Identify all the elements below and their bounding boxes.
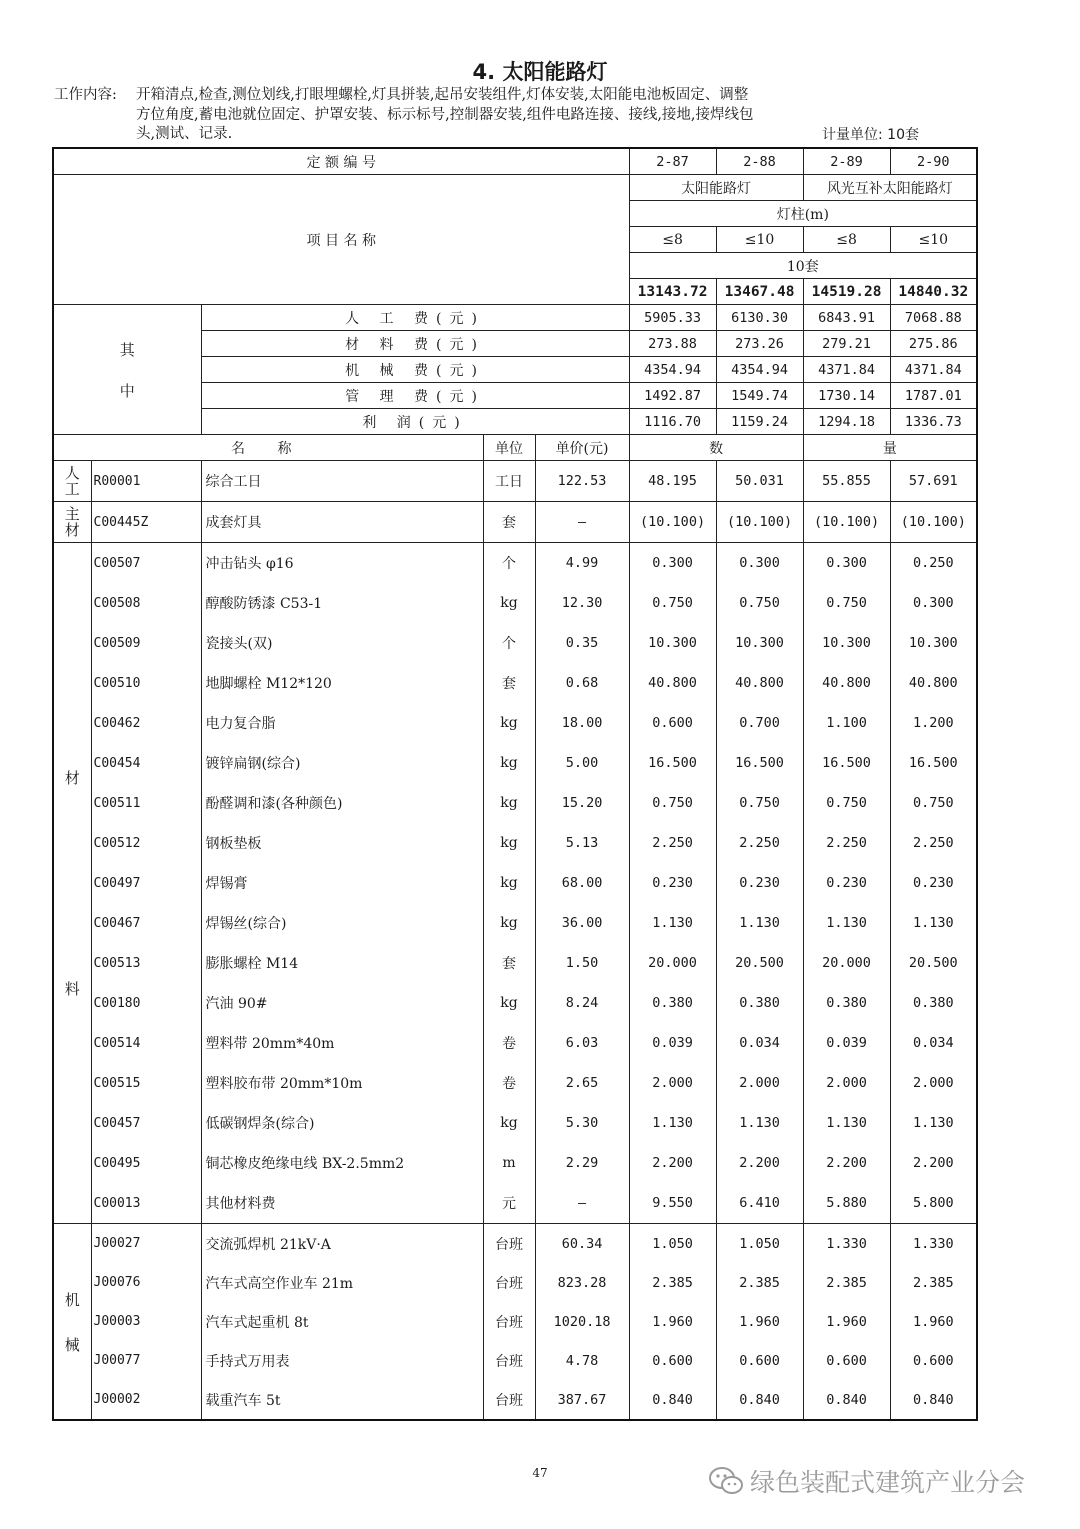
item-code: J00077 [91,1341,201,1380]
item-unit: kg [483,863,535,903]
item-name: 焊锡膏 [201,863,483,903]
cost-value: 1116.70 [629,409,716,435]
item-qty: 1.960 [890,1302,977,1341]
item-qty: 1.100 [803,703,890,743]
material-row [53,623,977,663]
item-unit: 套 [483,943,535,983]
item-qty: 0.034 [716,1023,803,1063]
item-unit: m [483,1143,535,1183]
item-unit: kg [483,583,535,623]
item-qty: 0.039 [803,1023,890,1063]
item-price: 823.28 [535,1263,629,1302]
item-price: 36.00 [535,903,629,943]
item-price: 5.13 [535,823,629,863]
material-row [53,1143,977,1183]
item-name: 地脚螺栓 M12*120 [201,663,483,703]
material-row [53,1103,977,1143]
item-qty: 0.750 [716,783,803,823]
cost-name: 利 润(元) [201,409,629,435]
cost-name: 人 工 费(元) [201,305,629,331]
item-code: J00027 [91,1224,201,1264]
item-code: J00076 [91,1263,201,1302]
cost-value: 1730.14 [803,383,890,409]
quota-code: 2-88 [716,148,803,175]
item-qty: 1.130 [629,1103,716,1143]
item-code: C00512 [91,823,201,863]
material-row [53,1063,977,1103]
quota-code: 2-90 [890,148,977,175]
item-name: 手持式万用表 [201,1341,483,1380]
item-qty: 2.000 [890,1063,977,1103]
material-row [53,1183,977,1224]
item-price: 5.00 [535,743,629,783]
work-content-text: 开箱清点,检查,测位划线,打眼埋螺栓,灯具拼装,起吊安装组件,灯体安装,太阳能电池板固定、调整方位角度,蓄电池就位固定、护罩安装、标示标号,控制器安装,组件电路连接、接线,接地,接焊线包头,测试、记录. [136,87,754,142]
item-name: 汽油 90# [201,983,483,1023]
item-qty: 0.034 [890,1023,977,1063]
item-qty: 2.385 [803,1263,890,1302]
category-char: 料 [64,980,80,998]
main-material-category [53,502,91,543]
cost-value: 1336.73 [890,409,977,435]
item-qty: 1.200 [890,703,977,743]
item-unit: 台班 [483,1302,535,1341]
item-qty: 20.000 [803,943,890,983]
item-unit: kg [483,1103,535,1143]
item-qty: 0.750 [629,783,716,823]
cost-value: 273.26 [716,331,803,357]
height-cell: ≤10 [890,227,977,253]
item-qty: 1.330 [890,1224,977,1264]
item-code: C00514 [91,1023,201,1063]
item-unit: 工日 [483,461,535,502]
cost-value: 6130.30 [716,305,803,331]
item-qty: (10.100) [716,502,803,543]
item-unit: 套 [483,663,535,703]
item-qty: 1.130 [890,1103,977,1143]
cost-value: 4371.84 [803,357,890,383]
machinery-row [53,1263,977,1302]
material-row [53,903,977,943]
item-unit: 个 [483,543,535,584]
item-price: 2.29 [535,1143,629,1183]
item-unit: 卷 [483,1063,535,1103]
among-label-top: 其 [119,340,135,359]
item-qty: 0.230 [890,863,977,903]
item-code: C00508 [91,583,201,623]
item-name: 电力复合脂 [201,703,483,743]
total-price: 13467.48 [716,279,803,305]
item-price: 60.34 [535,1224,629,1264]
item-price: 8.24 [535,983,629,1023]
item-price: 2.65 [535,1063,629,1103]
item-qty: 0.840 [890,1380,977,1420]
item-unit: 卷 [483,1023,535,1063]
item-price: 18.00 [535,703,629,743]
material-row [53,743,977,783]
item-name: 塑料带 20mm*40m [201,1023,483,1063]
item-name: 醇酸防锈漆 C53-1 [201,583,483,623]
material-row [53,863,977,903]
item-unit: 台班 [483,1263,535,1302]
height-cell: ≤10 [716,227,803,253]
item-qty: 1.130 [629,903,716,943]
total-price: 14840.32 [890,279,977,305]
item-qty: 9.550 [629,1183,716,1224]
item-name: 酚醛调和漆(各种颜色) [201,783,483,823]
item-price: 5.30 [535,1103,629,1143]
item-qty: 57.691 [890,461,977,502]
item-code: C00513 [91,943,201,983]
cost-value: 275.86 [890,331,977,357]
item-name: 焊锡丝(综合) [201,903,483,943]
material-row [53,543,977,584]
item-code: C00509 [91,623,201,663]
item-qty: 6.410 [716,1183,803,1224]
item-code: C00495 [91,1143,201,1183]
material-row [53,823,977,863]
item-qty: 1.130 [803,1103,890,1143]
item-qty: (10.100) [629,502,716,543]
item-name: 铜芯橡皮绝缘电线 BX-2.5mm2 [201,1143,483,1183]
item-qty: 55.855 [803,461,890,502]
item-unit: kg [483,703,535,743]
item-unit: kg [483,783,535,823]
item-code: C00454 [91,743,201,783]
item-qty: 1.050 [629,1224,716,1264]
quota-code: 2-89 [803,148,890,175]
item-qty: 0.840 [716,1380,803,1420]
quota-table [52,147,978,1421]
item-qty: 0.700 [716,703,803,743]
materials-category [53,543,91,1224]
watermark-text: 绿色装配式建筑产业分会 [750,1468,1026,1497]
item-qty: 1.050 [716,1224,803,1264]
cost-value: 1159.24 [716,409,803,435]
item-name: 载重汽车 5t [201,1380,483,1420]
item-qty: 2.200 [803,1143,890,1183]
wechat-icon [708,1466,744,1496]
item-qty: 0.600 [890,1341,977,1380]
item-code: C00497 [91,863,201,903]
item-qty: 48.195 [629,461,716,502]
item-qty: 20.000 [629,943,716,983]
item-name: 汽车式高空作业车 21m [201,1263,483,1302]
category-char: 械 [64,1335,80,1354]
item-qty: 1.330 [803,1224,890,1264]
cost-value: 4354.94 [716,357,803,383]
item-qty: 0.840 [629,1380,716,1420]
item-qty: 0.380 [629,983,716,1023]
item-qty: 2.250 [890,823,977,863]
material-row [53,1023,977,1063]
item-qty: 1.130 [890,903,977,943]
item-name: 塑料胶布带 20mm*10m [201,1063,483,1103]
item-qty: (10.100) [803,502,890,543]
cost-value: 6843.91 [803,305,890,331]
item-unit: 套 [483,502,535,543]
item-qty: 16.500 [890,743,977,783]
item-qty: 16.500 [716,743,803,783]
item-qty: 0.250 [890,543,977,584]
cost-value: 4354.94 [629,357,716,383]
item-qty: 0.300 [716,543,803,584]
item-qty: 0.750 [716,583,803,623]
group-b-label: 风光互补太阳能路灯 [803,175,977,201]
item-qty: 20.500 [890,943,977,983]
cost-value: 7068.88 [890,305,977,331]
item-qty: 2.250 [629,823,716,863]
page-number: 47 [532,1466,548,1480]
item-price: 0.68 [535,663,629,703]
item-qty: 1.130 [716,1103,803,1143]
col-header-qty-left: 数 [629,435,803,461]
item-price: 1.50 [535,943,629,983]
item-unit: 个 [483,623,535,663]
item-unit: 台班 [483,1224,535,1264]
height-cell: ≤8 [803,227,890,253]
item-qty: 0.300 [629,543,716,584]
labor-category-top: 人 [64,464,80,482]
item-qty: 0.750 [629,583,716,623]
item-qty: 1.960 [803,1302,890,1341]
item-code: C00013 [91,1183,201,1224]
pole-label: 灯柱(m) [629,201,977,227]
item-qty: 2.385 [716,1263,803,1302]
item-code: C00515 [91,1063,201,1103]
page-title: 4. 太阳能路灯 [472,60,608,84]
item-unit: 台班 [483,1341,535,1380]
item-qty: 2.250 [716,823,803,863]
item-name: 交流弧焊机 21kV·A [201,1224,483,1264]
item-qty: 0.750 [890,783,977,823]
main-material-category-bottom: 材 [64,521,80,539]
labor-category-bottom: 工 [64,480,80,498]
item-qty: 1.960 [629,1302,716,1341]
item-qty: 0.600 [803,1341,890,1380]
item-code: C00445Z [91,502,201,543]
item-qty: 0.840 [803,1380,890,1420]
quota-code: 2-87 [629,148,716,175]
machinery-row [53,1224,977,1264]
category-char: 机 [64,1290,80,1309]
item-price: 387.67 [535,1380,629,1420]
item-price: 0.35 [535,623,629,663]
item-unit: kg [483,823,535,863]
unit-label: 10套 [629,253,977,279]
cost-value: 1294.18 [803,409,890,435]
among-label-bottom: 中 [119,381,135,400]
item-qty: 16.500 [629,743,716,783]
item-code: C00510 [91,663,201,703]
item-qty: 2.250 [803,823,890,863]
item-code: C00507 [91,543,201,584]
item-qty: 2.200 [716,1143,803,1183]
item-qty: 0.750 [803,783,890,823]
item-name: 其他材料费 [201,1183,483,1224]
item-qty: 16.500 [803,743,890,783]
item-qty: 5.880 [803,1183,890,1224]
item-qty: 40.800 [890,663,977,703]
item-unit: 元 [483,1183,535,1224]
item-code: C00467 [91,903,201,943]
item-qty: 0.230 [803,863,890,903]
item-qty: 1.130 [803,903,890,943]
material-row [53,703,977,743]
cost-value: 1549.74 [716,383,803,409]
cost-value: 5905.33 [629,305,716,331]
measure-unit: 计量单位: 10套 [822,127,919,143]
item-qty: 10.300 [890,623,977,663]
material-row [53,983,977,1023]
item-unit: kg [483,983,535,1023]
total-price: 14519.28 [803,279,890,305]
item-qty: 0.600 [629,703,716,743]
item-qty: 2.200 [629,1143,716,1183]
cost-value: 1787.01 [890,383,977,409]
machinery-row [53,1380,977,1420]
item-price: 1020.18 [535,1302,629,1341]
item-qty: 1.130 [716,903,803,943]
item-unit: 台班 [483,1380,535,1420]
item-qty: 0.600 [629,1341,716,1380]
item-qty: 2.000 [716,1063,803,1103]
machinery-row [53,1302,977,1341]
item-price: 122.53 [535,461,629,502]
item-unit: kg [483,903,535,943]
item-qty: 10.300 [629,623,716,663]
item-qty: 2.200 [890,1143,977,1183]
height-cell: ≤8 [629,227,716,253]
col-header-price: 单价(元) [535,435,629,461]
item-name: 低碳钢焊条(综合) [201,1103,483,1143]
item-qty: 40.800 [803,663,890,703]
cost-value: 273.88 [629,331,716,357]
total-price: 13143.72 [629,279,716,305]
item-qty: 2.385 [890,1263,977,1302]
item-code: J00003 [91,1302,201,1341]
item-qty: 10.300 [803,623,890,663]
group-a-label: 太阳能路灯 [629,175,803,201]
item-code: C00462 [91,703,201,743]
item-name: 综合工日 [201,461,483,502]
col-header-qty-right: 量 [803,435,977,461]
cost-name: 机 械 费(元) [201,357,629,383]
item-qty: 1.960 [716,1302,803,1341]
item-price: 15.20 [535,783,629,823]
item-code: C00511 [91,783,201,823]
quota-no-label: 定 额 编 号 [53,148,629,175]
item-code: R00001 [91,461,201,502]
item-name: 膨胀螺栓 M14 [201,943,483,983]
item-qty: 0.230 [629,863,716,903]
cost-name: 管 理 费(元) [201,383,629,409]
material-row [53,943,977,983]
item-name: 冲击钻头 φ16 [201,543,483,584]
item-qty: 0.230 [716,863,803,903]
main-material-category-top: 主 [64,505,80,523]
cost-value: 1492.87 [629,383,716,409]
item-price: 4.78 [535,1341,629,1380]
cost-name: 材 料 费(元) [201,331,629,357]
item-qty: 0.039 [629,1023,716,1063]
item-unit: kg [483,743,535,783]
item-qty: (10.100) [890,502,977,543]
machinery-category [53,1224,91,1421]
cost-value: 4371.84 [890,357,977,383]
category-char: 材 [64,769,80,787]
item-price: 4.99 [535,543,629,584]
item-qty: 2.000 [803,1063,890,1103]
material-row [53,783,977,823]
item-price: 68.00 [535,863,629,903]
item-price: — [535,502,629,543]
item-qty: 0.750 [803,583,890,623]
item-qty: 0.300 [803,543,890,584]
machinery-row [53,1341,977,1380]
watermark [708,1463,1025,1499]
item-name: 镀锌扁钢(综合) [201,743,483,783]
item-code: C00180 [91,983,201,1023]
item-qty: 0.380 [803,983,890,1023]
cost-value: 279.21 [803,331,890,357]
item-qty: 50.031 [716,461,803,502]
item-qty: 0.600 [716,1341,803,1380]
item-qty: 0.380 [716,983,803,1023]
item-name: 瓷接头(双) [201,623,483,663]
item-name: 汽车式起重机 8t [201,1302,483,1341]
item-name: 钢板垫板 [201,823,483,863]
work-content-label: 工作内容: [54,87,117,103]
item-price: — [535,1183,629,1224]
item-name-label: 项 目 名 称 [53,175,629,305]
item-code: C00457 [91,1103,201,1143]
item-qty: 2.000 [629,1063,716,1103]
labor-category [53,461,91,502]
item-qty: 20.500 [716,943,803,983]
item-qty: 10.300 [716,623,803,663]
item-qty: 40.800 [716,663,803,703]
item-qty: 0.300 [890,583,977,623]
among-label [53,305,201,435]
item-name: 成套灯具 [201,502,483,543]
col-header-unit: 单位 [483,435,535,461]
item-qty: 5.800 [890,1183,977,1224]
item-code: J00002 [91,1380,201,1420]
col-header-name: 名 称 [53,435,483,461]
item-price: 12.30 [535,583,629,623]
material-row [53,663,977,703]
item-qty: 40.800 [629,663,716,703]
item-qty: 2.385 [629,1263,716,1302]
item-price: 6.03 [535,1023,629,1063]
item-qty: 0.380 [890,983,977,1023]
material-row [53,583,977,623]
